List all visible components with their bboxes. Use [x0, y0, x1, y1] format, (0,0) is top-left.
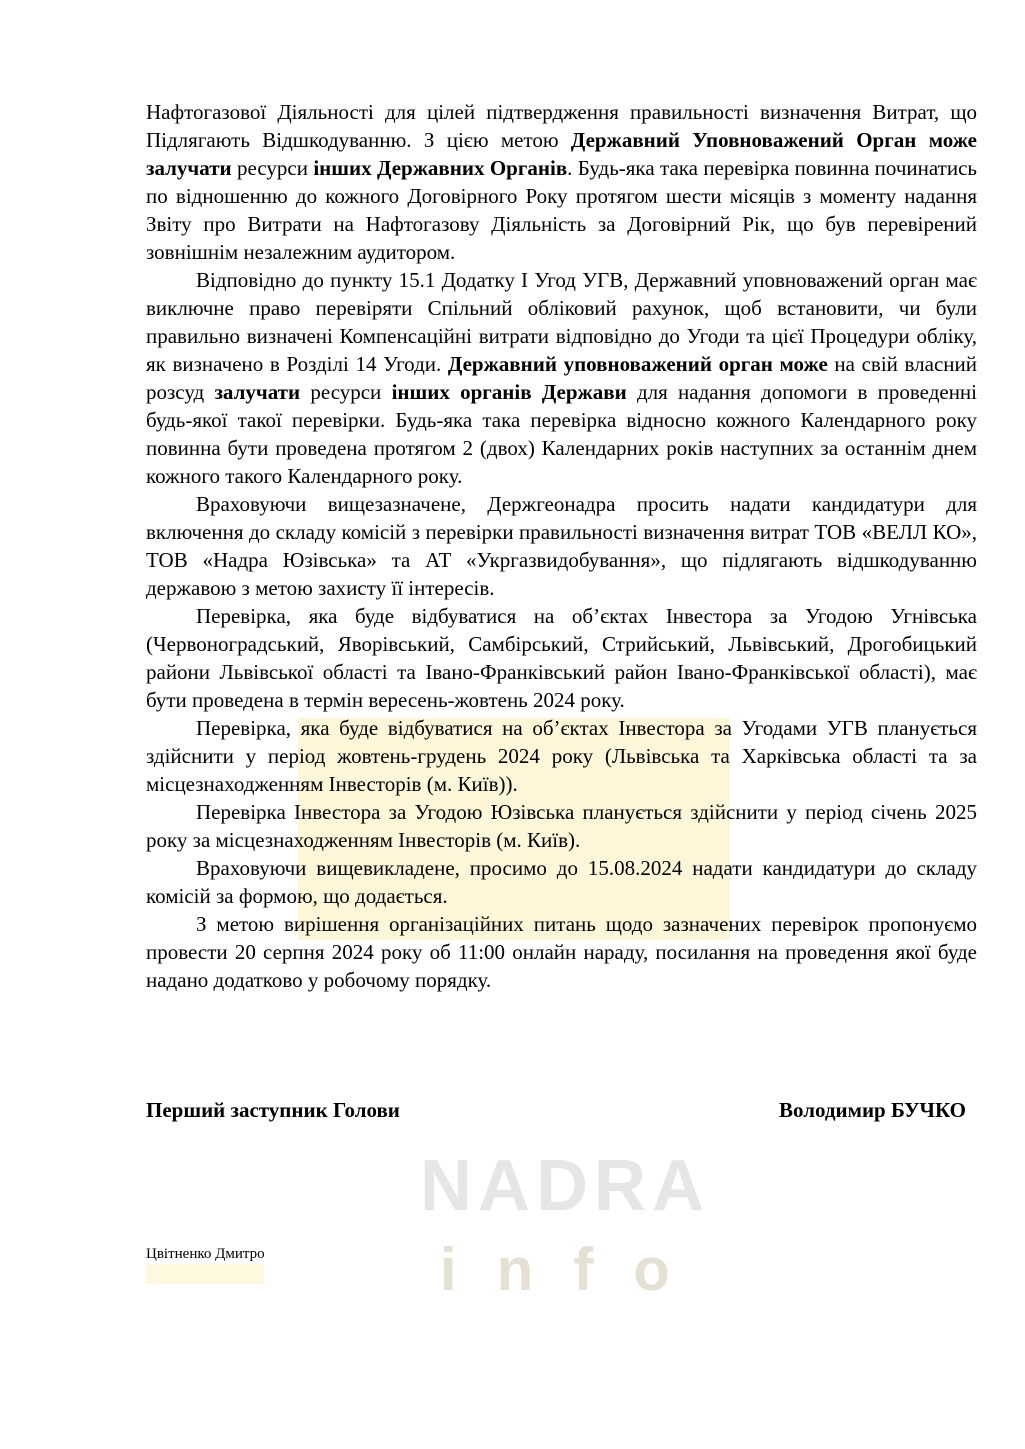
text-run: Перевірка, яка буде відбуватися на об’єктах Інвестора за Угодами УГВ планується здійснити у період жовтень-грудень 2024 року (Львівська та Харківська області та за місцезнаходженням Інвесторів (м. Київ)). — [146, 716, 977, 796]
signatory-position: Перший заступник Голови — [146, 1098, 400, 1122]
bold-text-run: інших Державних Органів — [313, 156, 568, 180]
executor-name: Цвітненко Дмитро — [146, 1246, 265, 1262]
bold-text-run: Державний Уповноважений Орган може залучати — [146, 128, 977, 180]
text-run: для надання допомоги в проведенні будь-якої такої перевірки. Будь-яка така перевірка відносно кожного Календарного року повинна бути проведена протягом 2 (двох) Календарних років наступних за останнім днем кожного такого Календарного року. — [146, 380, 978, 488]
text-run: Перевірка, яка буде відбуватися на об’єктах Інвестора за Угодою Угнівська (Червоноградський, Яворівський, Самбірський, Стрийський, Львівський, Дрогобицький райони Львівської області та Івано-Франківський район Івано-Франківської області), має бути проведена в термін вересень-жовтень 2024 року. — [146, 604, 977, 712]
text-run: ресурси — [231, 156, 314, 180]
paragraph — [146, 910, 977, 994]
text-run: Враховуючи вищевикладене, просимо до 15.08.2024 надати кандидатури до складу комісій за формою, що додається. — [146, 856, 977, 908]
text-run: Перевірка Інвестора за Угодою Юзівська планується здійснити у період січень 2025 року за місцезнаходженням Інвесторів (м. Київ). — [146, 800, 977, 852]
text-run: Враховуючи вищезазначене, Держгеонадра просить надати кандидатури для включення до складу комісій з перевірки правильності визначення витрат ТОВ «ВЕЛЛ КО», ТОВ «Надра Юзівська» та АТ «Укргазвидобування», що підлягають відшкодуванню державою з метою захисту її інтересів. — [146, 492, 977, 600]
executor-phone-redaction — [146, 1264, 264, 1284]
bold-text-run: Державний уповноважений орган може — [447, 352, 828, 376]
paragraph — [146, 854, 977, 910]
text-run: Нафтогазової Діяльності для цілей підтвердження правильності визначення Витрат, що Підлягають Відшкодуванню. З цією метою — [146, 100, 977, 152]
text-run: на свій власний розсуд — [146, 352, 977, 404]
paragraph — [146, 602, 977, 714]
text-run: . Будь-яка така перевірка повинна починатись по відношенню до кожного Договірного Року протягом шести місяців з моменту надання Звіту про Витрати на Нафтогазову Діяльність за Договірний Рік, що був перевірений зовнішнім незалежним аудитором. — [146, 156, 977, 264]
watermark-info: info — [440, 1236, 710, 1303]
paragraph — [146, 98, 977, 266]
text-run: З метою вирішення організаційних питань щодо зазначених перевірок пропонуємо провести 20 серпня 2024 року об 11:00 онлайн нараду, посилання на проведення якої буде надано додатково у робочому порядку. — [146, 912, 977, 992]
paragraph — [146, 714, 977, 798]
paragraph — [146, 798, 977, 854]
paragraph — [146, 490, 977, 602]
text-run: ресурси — [300, 380, 392, 404]
paragraph — [146, 266, 977, 490]
text-run: Відповідно до пункту 15.1 Додатку I Угод УГВ, Державний уповноважений орган має виключне право перевіряти Спільний обліковий рахунок, щоб встановити, чи були правильно визначені Компенсаційні витрати відповідно до Угоди та цієї Процедури обліку, як визначено в Розділі 14 Угоди. — [146, 268, 977, 376]
bold-text-run: залучати — [214, 380, 301, 404]
bold-text-run: інших органів Держави — [391, 380, 627, 404]
watermark-nadra: NADRA — [420, 1146, 710, 1226]
letter-body — [146, 98, 977, 994]
signatory-name: Володимир БУЧКО — [779, 1098, 966, 1122]
